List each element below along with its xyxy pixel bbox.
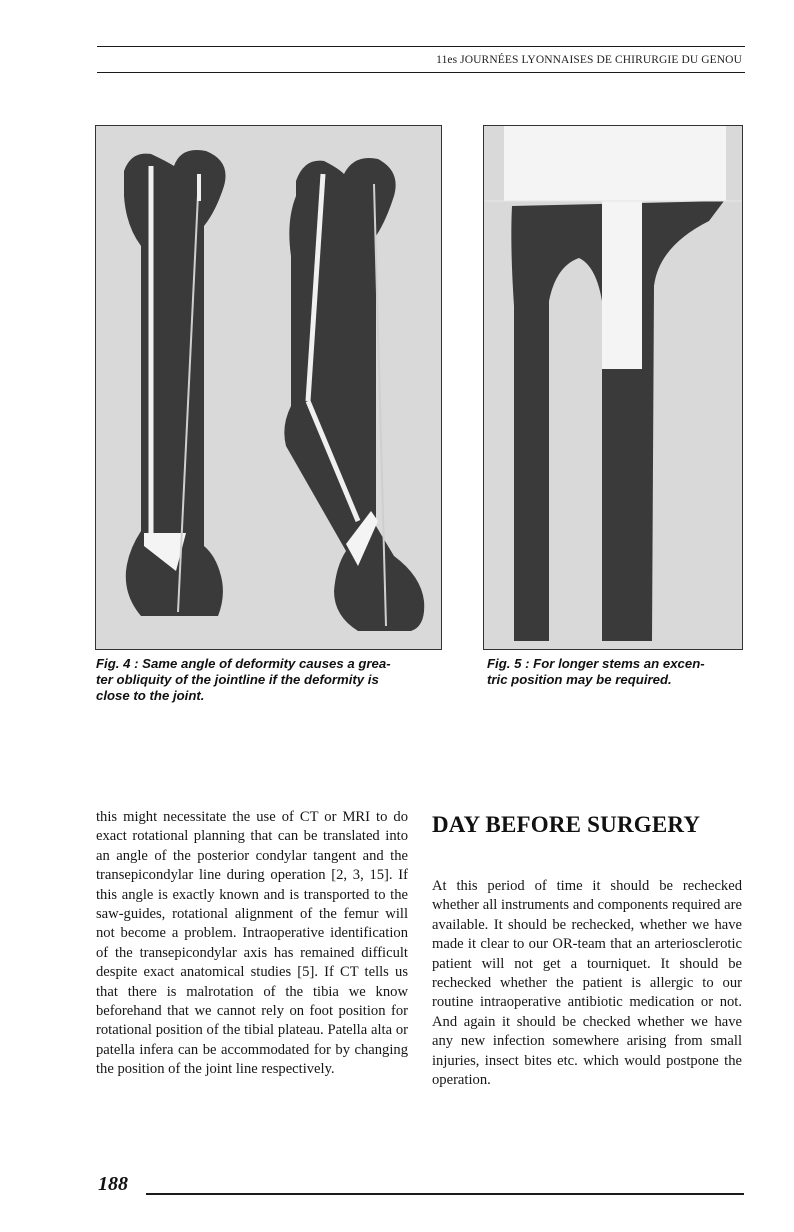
page-number: 188 [98, 1173, 128, 1195]
section-title: DAY BEFORE SURGERY [432, 812, 701, 837]
right-column-paragraph: At this period of time it should be rechecked whether all instruments and components required are available. It should be rechecked, whether we have made it clear to our OR-team that an arteriosclerotic patient will not get a tourniquet. It should be rechecked whether the patient is allergic to our routine intraoperative antibiotic medication or not. And again it should be checked whether we have any new infection somewhere arising from small injuries, insect bites etc. which would postpone the operation. [432, 878, 742, 1089]
caption-line: Fig. 4 : Same angle of deformity causes a grea- [96, 656, 391, 671]
figure-5-caption [487, 656, 745, 688]
caption-line: close to the joint. [96, 688, 205, 703]
caption-line: ter obliquity of the jointline if the deformity is [96, 672, 379, 687]
header-rule-bottom [97, 72, 745, 73]
header-rule-top [97, 46, 745, 47]
tibia-stem-diagram [484, 126, 742, 649]
figure-5-image [483, 125, 743, 650]
footer-rule [146, 1193, 744, 1195]
caption-line: Fig. 5 : For longer stems an excen- [487, 656, 705, 671]
figure-4-image [95, 125, 442, 650]
left-column-paragraph: this might necessitate the use of CT or MRI to do exact rotational planning that can be translated into an angle of the posterior condylar tangent and the transepicondylar line during operation [2, 3, 15]. If this angle is exactly known and is transported to the saw-guides, rotational alignment of the femur will not become a problem. Intraoperative identification of the transepicondylar axis has remained difficult despite exact anatomical studies [5]. If CT tells us that there is malrotation of the tibia we know beforehand that we cannot rely on foot position for rotational position of the tibial plateau. Patella alta or patella infera can be accommodated for by changing the position of the joint line respectively. [96, 809, 408, 1078]
caption-line: tric position may be required. [487, 672, 672, 687]
femur-diagram [96, 126, 441, 649]
running-title: 11es JOURNÉES LYONNAISES DE CHIRURGIE DU GENOU [436, 54, 742, 66]
figure-4-caption [96, 656, 441, 704]
